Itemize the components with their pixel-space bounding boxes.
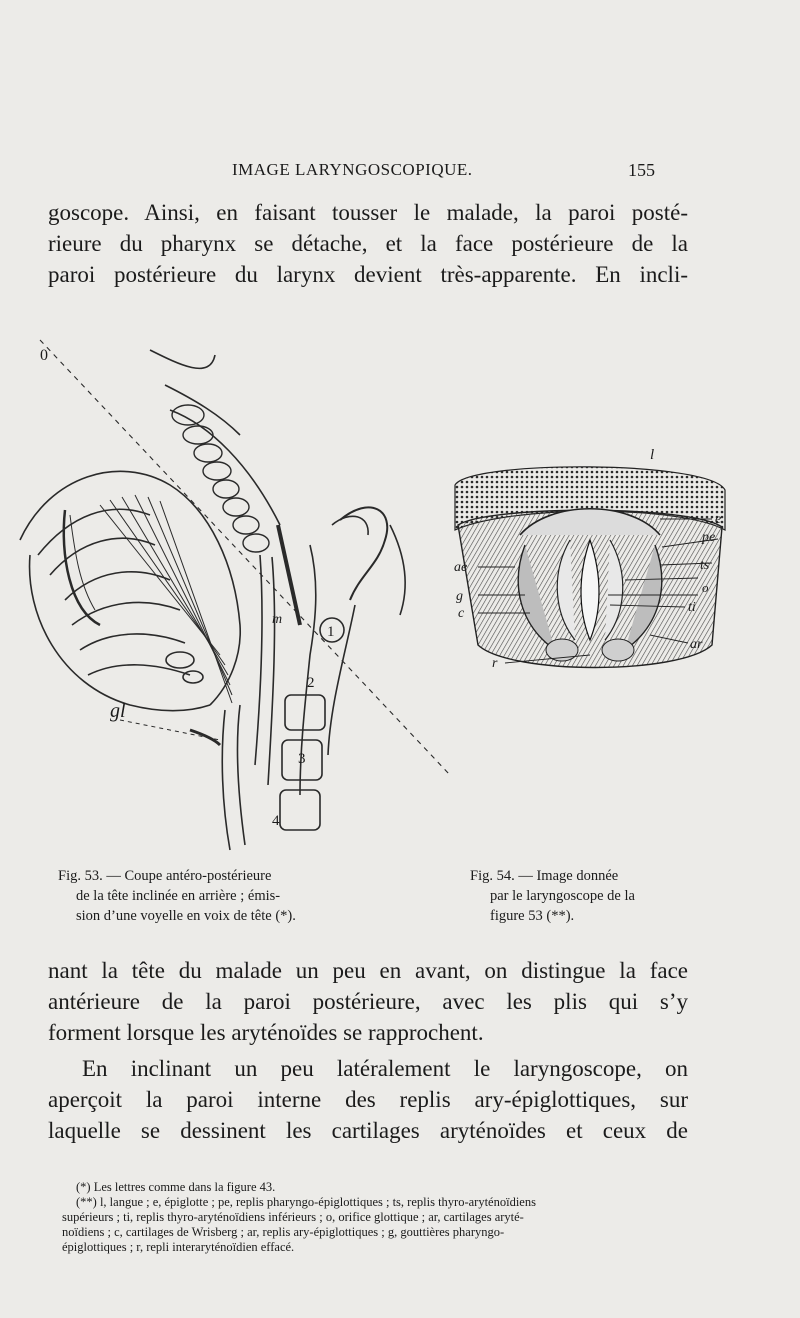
text-line: goscope. Ainsi, en faisant tousser le malade, la paroi posté-	[48, 200, 688, 225]
text-line: En inclinant un peu latéralement le laryngoscope, on	[82, 1056, 688, 1081]
caption-line: figure 53 (**).	[490, 908, 575, 924]
fig53-label-zero: 0	[40, 347, 48, 364]
figure-53-caption	[58, 866, 388, 926]
text-line: rieure du pharynx se détache, et la face postérieure de la	[48, 231, 688, 256]
page-header	[0, 160, 800, 184]
fig53-label-four: 4	[272, 813, 280, 829]
fig54-label-ts: ts	[700, 558, 710, 573]
text-line: nant la tête du malade un peu en avant, on distingue la face	[48, 958, 688, 983]
fig54-label-l: l	[650, 447, 655, 463]
text-line: aperçoit la paroi interne des replis ary-épiglottiques, sur	[48, 1087, 688, 1112]
paragraph-2	[48, 955, 688, 1048]
fig53-label-gl: gl	[110, 700, 126, 722]
fig54-label-g: g	[456, 589, 463, 604]
fig54-label-r: r	[492, 656, 498, 671]
text-line: antérieure de la paroi postérieure, avec les plis qui s’y	[48, 989, 688, 1014]
paragraph-3	[48, 1053, 688, 1146]
footnote-line: épiglottiques ; r, repli interaryténoïdien effacé.	[62, 1240, 295, 1254]
fig54-label-e: e	[715, 512, 722, 527]
fig54-label-ti: ti	[688, 600, 696, 615]
page-number: 155	[628, 160, 655, 180]
fig54-label-ae: ae	[454, 560, 468, 575]
footnote-line: (**) l, langue ; e, épiglotte ; pe, replis pharyngo-épiglottiques ; ts, replis thyro-aryténoïdiens	[76, 1195, 536, 1209]
caption-line: par le laryngoscope de la	[490, 888, 635, 904]
running-head: IMAGE LARYNGOSCOPIQUE.	[232, 160, 473, 179]
text-line: forment lorsque les aryténoïdes se rapprochent.	[48, 1020, 484, 1045]
fig54-label-c: c	[458, 606, 465, 621]
figure-54-caption	[470, 866, 690, 926]
text-line: laquelle se dessinent les cartilages aryténoïdes et ceux de	[48, 1118, 688, 1143]
figure-54-illustration	[450, 445, 740, 690]
fig53-label-three: 3	[298, 751, 306, 767]
footnote-line: supérieurs ; ti, replis thyro-aryténoïdiens inférieurs ; o, orifice glottique ; ar, cartilages aryté-	[62, 1210, 524, 1224]
fig53-label-m: m	[272, 612, 283, 627]
text-line: paroi postérieure du larynx devient très-apparente. En incli-	[48, 262, 688, 287]
caption-line: Fig. 53. — Coupe antéro-postérieure	[58, 868, 272, 884]
footnote-line: noïdiens ; c, cartilages de Wrisberg ; ar, replis ary-épiglottiques ; g, gouttières pharyngo-	[62, 1225, 505, 1239]
footnote-line: (*) Les lettres comme dans la figure 43.	[76, 1180, 276, 1194]
footnotes	[62, 1180, 687, 1255]
fig53-label-two: 2	[307, 675, 315, 691]
paragraph-1	[48, 197, 688, 290]
caption-line: de la tête inclinée en arrière ; émis-	[76, 888, 281, 904]
caption-line: Fig. 54. — Image donnée	[470, 868, 619, 884]
fig54-label-ar: ar	[690, 637, 703, 652]
figure-53-illustration	[10, 325, 460, 865]
caption-line: sion d’une voyelle en voix de tête (*).	[76, 908, 296, 924]
fig53-label-one: 1	[327, 624, 335, 640]
fig54-label-pe: pe	[702, 530, 716, 545]
fig54-label-o: o	[702, 580, 709, 595]
